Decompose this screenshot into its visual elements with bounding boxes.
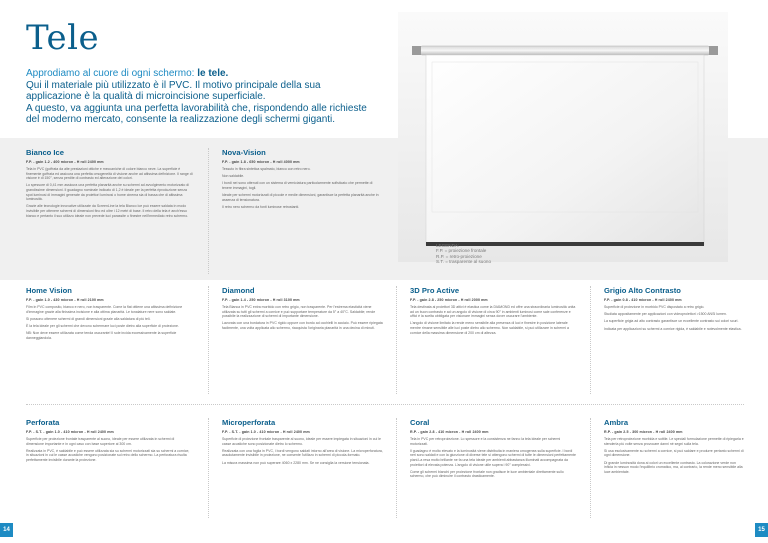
product-name: Grigio Alto Contrasto — [604, 286, 681, 295]
product-microperforata — [222, 418, 384, 468]
intro-lead-text: Approdiamo al cuore di ogni schermo: — [26, 68, 198, 79]
projection-screen-image — [398, 12, 728, 265]
product-description — [26, 167, 194, 218]
product-description — [26, 437, 192, 463]
product-specs: F.P. - gain 0.8 - 410 micron - H roll 2400 mm — [604, 298, 682, 302]
paragraph: Realizzata con una foglia in PVC, i bordi vengono saldati intorno all'area di visione. La microperforatura, assolutamente invisibile in proiezione, ne consente l'utilizzo in schermi di piccola-formato. — [222, 448, 383, 458]
paragraph: Superficie per proiezione frontale trasparente al suono, ideale per essere utilizzata in schermi di dimensione importante e in ogni caso con base superiore ai 300 cm. — [26, 437, 175, 446]
paragraph: L'angolo di visione limitato la rende meno sensibile alla presenza di luci e finestre in posizione laterale mentre rimane sensibile alle luci poste dietro allo schermo. Non saldabile, si può utilizzare in schermi a cornice della massima dimensione di 200 cm di altezza. — [410, 321, 569, 335]
paragraph: Tela in PVC per retroproiezione. Lo spessore e la consistenza ne fanno la tela ideale per schermi motorizzati. — [410, 437, 561, 446]
paragraph: La superficie grigia ad alto contrasto garantisce un eccellente contrasto sui colori scuri. — [604, 319, 739, 324]
paragraph: Il guadagno è molto elevato e la luminosità viene distribuita in maniera omogenea sulla superficie. I bordi neri sono saldati e con la giunzione di diverse tele si ottengono schermi di tutte le dimensioni perfettamente piani.La resa molto brillante ne fa una tela ideale per ambienti abbastanza illuminati accompagnata da proiettori di elevata potenza. L'angolo di visione utile supera i 90° complessivi. — [410, 448, 576, 467]
paragraph: Film in PVC composito, bianco e nero, non trasparente. Come la flat ottiene una altissima definizione d'immagine grazie alla finissima incisione e alla ottima planarità. Le tonalature nere sono saldate. — [26, 305, 183, 314]
paragraph: Tela per retroproiezione morbida e sottile. Le speciali formulazione permette di ripiegarla e stenderla più volte senza provocare danni né segni sulla tela. — [604, 437, 744, 446]
legend-item: F.P. = proiezione frontale — [436, 248, 487, 254]
product-description — [410, 437, 576, 479]
product-coral — [410, 418, 576, 482]
intro-lead-bold: le tele. — [197, 68, 229, 79]
paragraph: Lavorata con una bordatura in PVC rigido oppure con bordo ad occhielli in acciaio. Può essere ripiegata facilmente, una volta applicata allo schermo, riacquista l'originaria planarità in una decina di minuti. — [222, 321, 383, 330]
product-3d-pro-active — [410, 286, 576, 338]
product-bianco-ice — [26, 148, 194, 221]
column-divider — [396, 286, 397, 394]
product-specs: F.P. - gain 1.2 - 400 micron - H roll 2400 mm — [26, 160, 104, 164]
paragraph: La misura massima non può superare 4060 x 2280 mm. Se ne consiglia la versione tensionata. — [222, 460, 370, 465]
product-description — [410, 305, 576, 335]
paragraph: Tela destinata ai proiettori 3D attivi è elastica come la DIAMOND ed offre una straordinaria luminosità unita ad un buon contrasto e ad un angolo di visione di circa 90° in ambienti luminosi come sale conferenze e uffici è la scelta obbligata per visionare immagini senza dover oscurare l'ambiente. — [410, 305, 576, 319]
product-nova-vision — [222, 148, 382, 212]
page-number-left: 14 — [0, 523, 13, 537]
intro-line-2: Qui il materiale più utilizzato è il PVC. Il motivo principale della sua applicazione è la qualità di microincisione superficiale. — [26, 79, 321, 103]
column-divider — [590, 286, 591, 394]
column-divider — [590, 418, 591, 518]
column-divider — [208, 148, 209, 274]
product-perforata — [26, 418, 192, 465]
product-ambra — [604, 418, 744, 477]
paragraph: Di grande luminosità dona ai colori un eccellente contrasto. La colorazione verde non inficia in nessun modo l'equilibrio cromatico, ma, al contrario, la rende meno sensibile alla luce ambientale. — [604, 460, 743, 474]
paragraph: Come gli schermi bianchi per proiezione frontale non gradisce le luce ambientale direttamente sullo schermo, che può diminuire il contrasto drasticamente. — [410, 469, 564, 479]
paragraph: Il retro nero schermo da fonti luminose retrostanti. — [222, 204, 300, 209]
product-specs: R.P. - gain 2.8 - 410 micron - H roll 2400 mm — [410, 430, 489, 434]
product-description — [222, 437, 384, 465]
paragraph: Indicata per applicazioni su schermi a cornice rigida, è saldabile e notevolmente elastica. — [604, 326, 742, 331]
product-name: Home Vision — [26, 286, 72, 295]
product-description — [222, 305, 384, 331]
page-number-right: 15 — [755, 523, 768, 537]
product-diamond — [222, 286, 384, 333]
paragraph: È la tela ideale per gli schermi che devono schermare luci poste dietro alla superficie di proiezione. — [26, 323, 179, 328]
product-description — [604, 437, 744, 474]
column-divider — [396, 418, 397, 518]
product-description — [26, 305, 192, 340]
paragraph: I bordi nei sono ottenuti con un sistema di verniciatura particolarmente sofisticato che permette di tenere immagini, togli. — [222, 181, 373, 190]
legend — [436, 243, 491, 265]
paragraph: NB: Non deve essere utilizzata come tenda oscurante! Il sole incida eccessivamente la superficie danneggiandola. — [26, 331, 177, 340]
paragraph: Lo spessore di 0,41 mm assicura una perfetta planarità anche su schermi ad avvolgimento motorizzato di grandissime dimensioni. Il guadagno nominale indicato di 1,2 è ideale per la perfetta riproduzione senza spot luminosi di immagini generate da proiettori luminosi o home cinema sia di bassa che di altissima luminosità. — [26, 183, 190, 202]
product-home-vision — [26, 286, 192, 343]
intro-text — [26, 68, 376, 126]
column-divider — [208, 286, 209, 394]
intro-line-3: A questo, va aggiunta una perfetta lavorabilità che, rispondendo alle richieste del moderno mercato, consente la realizzazione degli schermi giganti. — [26, 102, 367, 126]
paragraph: Ideale per schermi motorizzati di piccole e medie dimensioni, garantisce la perfetta planarità anche in assenza di tensionatura. — [222, 193, 379, 202]
intro-lead — [26, 68, 376, 80]
paragraph: Superficie di proiezione frontale trasparente al suono, ideale per essere impiegata in situazioni in cui le casse acustiche sono posizionate dietro lo schermo. — [222, 437, 381, 446]
paragraph: Tessuto in fibra sintetica spalmato, bianco con retro nero. — [222, 167, 311, 171]
product-name: Diamond — [222, 286, 255, 295]
product-grigio-alto-contrasto — [604, 286, 744, 334]
paragraph: Tela in PVC (goffrata da alte prestazioni ottiche e meccaniche di colore bianco neve. La superficie è finemente goffrata ed assicura una perfetta omogeneità di visione anche ad altissima definizione. Il range di visione è di 150°, senza perdite di contrasto ed alterazione dei colori. — [26, 167, 193, 181]
legend-item: R.P. = retro-proiezione — [436, 253, 482, 259]
page-title: Tele — [26, 18, 100, 58]
product-name: Ambra — [604, 418, 629, 427]
paragraph: Superficie di proiezione in morbido PVC dispostato a retro grigio. — [604, 305, 705, 309]
paragraph: Non saldabile. — [222, 174, 245, 179]
product-description — [222, 167, 382, 210]
paragraph: Tela Bianca in PVC extra morbido con retro grigio, non trasparente. Per l'estrema elasticità viene utilizzata su tutti gli schermi a cornice e può supportare temperature da 5° a 40°C. Saldabile; rende possibile la realizzazione di schermi di importante dimensione. — [222, 305, 376, 319]
product-name: 3D Pro Active — [410, 286, 460, 295]
paragraph: Grazie alle tecnologie innovative utilizzate da ScreenLine la tela Bianco Ice può essere saldata in modo invisibile per ottenere schermi di dimensioni fino ed oltre i 12 metri di base. Il retro della tela è anch'esso bianco e pertanto il suo utilizzo ideale non prevede luci parassite o finestre nell'immediato retro schermo. — [26, 204, 189, 218]
product-description — [604, 305, 744, 331]
paragraph: Si possono ottenere schermi di grandi dimensioni grazie alla saldatura di più teli. — [26, 316, 151, 321]
product-name: Microperforata — [222, 418, 276, 427]
product-specs: R.P. - gain 2.5 - 300 micron - H roll 2400 mm — [604, 430, 683, 434]
legend-item: S.T. = trasparente al suono — [436, 259, 492, 265]
paragraph: Studiata appositamente per applicazioni con videoproiettori >1500 ANSI lumen. — [604, 312, 727, 317]
product-specs: F.P. - S.T. - gain 1.0 - 410 micron - H roll 2400 mm — [222, 430, 310, 434]
product-specs: F.P. - gain 1.8 - 650 micron - H roll 4000 mm — [222, 160, 300, 164]
paragraph: Si usa esclusivamente su schermi a cornice, si può saldare e produrre pertanto schermi di ogni dimensione. — [604, 448, 744, 458]
product-specs: F.P. - gain 1.4 - 250 micron - H roll 3100 mm — [222, 298, 300, 302]
paragraph: Realizzata in PVC, è saldabile e può essere utilizzata sia su schermi motorizzati sia su schermi a cornice, in situazioni in cui le casse acustiche vengono posizionate sul retro dello schermo. La perforatura risulta perfettamente invisibile durante la proiezione. — [26, 448, 190, 462]
product-name: Coral — [410, 418, 430, 427]
product-name: Nova-Vision — [222, 148, 266, 157]
product-name: Perforata — [26, 418, 60, 427]
column-divider — [208, 418, 209, 518]
product-name: Bianco Ice — [26, 148, 64, 157]
row-divider — [26, 404, 744, 405]
product-specs: F.P. - gain 1.0 - 430 micron - H roll 2100 mm — [26, 298, 104, 302]
legend-title: LEGENDA: — [436, 243, 460, 248]
product-specs: F.P. - gain 2.8 - 250 micron - H roll 2000 mm — [410, 298, 488, 302]
product-specs: F.P. - S.T. - gain 1.0 - 410 micron - H roll 2400 mm — [26, 430, 114, 434]
